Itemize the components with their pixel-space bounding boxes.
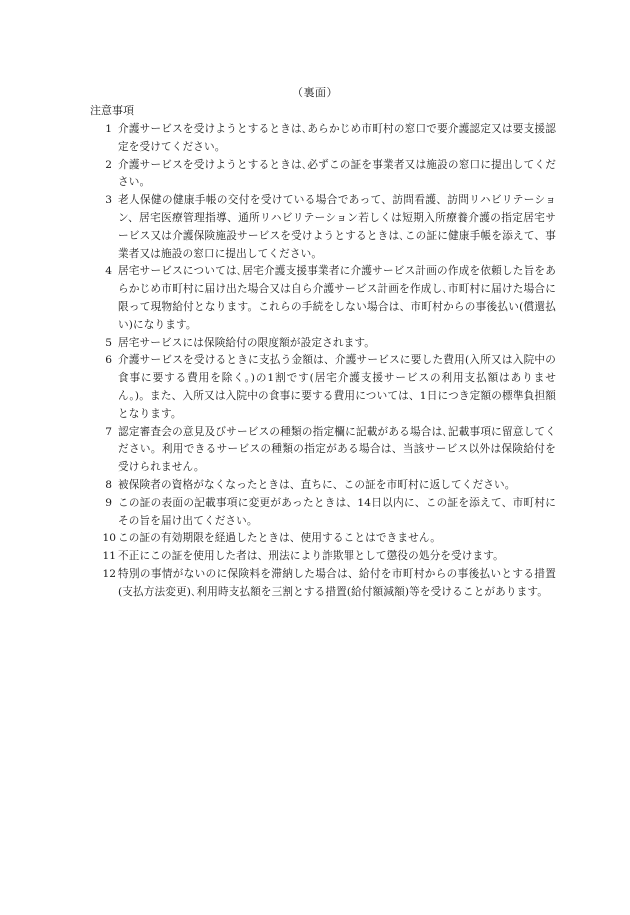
note-number: 1 [105,123,112,135]
note-text: 認定審査会の意見及びサービスの種類の指定欄に記載がある場合は､記載事項に留意してください。利用できるサービスの種類の指定がある場合は、当該サービス以外は保険給付を受けられません。 [118,425,556,474]
note-text: 被保険者の資格がなくなったときは、直ちに、この証を市町村に返してください。 [118,478,516,491]
note-item [96,352,556,423]
note-text: 介護サービスを受けようとするときは､必ずこの証を事業者又は施設の窓口に提出してください。 [118,158,556,189]
note-item [96,335,556,353]
note-text: この証の有効期限を経過したときは、使用することはできません。 [118,532,441,545]
note-item [96,157,556,193]
note-number: 2 [105,158,112,171]
note-text: 老人保健の健康手帳の交付を受けている場合であって、訪問看護、訪問リハビリテーション、居宅医療管理指導、通所リハビリテーション若しくは短期入所療養介護の指定居宅サービス又は介護保険施設サービスを受けようとするときは､この証に健康手帳を添えて、事業者又は施設の窓口に提出してください。 [118,194,556,260]
note-number: 5 [105,336,112,349]
page-heading: （裏面） [292,86,338,99]
note-number: 9 [105,496,112,509]
note-text: 居宅サービスについては､居宅介護支援事業者に介護サービス計画の作成を依頼した旨をあらかじめ市町村に届け出た場合又は自ら介護サービス計画を作成し､市町村に届けた場合に限って現物給付となります。これらの手続をしない場合は、市町村からの事後払い(償還払い)になります。 [118,265,556,331]
note-text: 不正にこの証を使用した者は、刑法により詐欺罪として懲役の処分を受けます。 [118,550,504,563]
note-text: 介護サービスを受けるときに支払う金額は、介護サービスに要した費用(入所又は入院中の食事に要する費用を除く。)の1割です(居宅介護支援サービスの利用支払額はありません。)。また、入所又は入院中の食事に要する費用については、1日につき定額の標準負担額となります。 [118,354,556,420]
note-item [96,477,556,495]
note-number: 8 [105,478,112,491]
notes-list [96,121,556,602]
note-item [96,566,556,602]
note-number: 7 [105,425,112,438]
note-text: 介護サービスを受けようとするときは､あらかじめ市町村の窓口で要介護認定又は要支援認定を受けてください。 [118,123,556,153]
note-number: 3 [105,194,112,207]
note-item [96,121,556,157]
note-number: 12 [102,567,116,580]
note-number: 6 [105,354,112,367]
note-item [96,263,556,334]
note-text: この証の表面の記載事項に変更があったときは、14日以内に、この証を添えて、市町村にその旨を届け出てください。 [118,496,556,527]
note-item [96,530,556,548]
note-number: 10 [102,532,116,545]
note-number: 11 [102,550,116,563]
section-title: 注意事項 [90,104,134,117]
note-text: 居宅サービスには保険給付の限度額が設定されます。 [118,336,375,349]
note-item [96,192,556,263]
note-item [96,495,556,531]
note-number: 4 [105,265,112,278]
note-item [96,424,556,477]
note-item [96,548,556,566]
note-text: 特別の事情がないのに保険料を滞納した場合は、給付を市町村からの事後払いとする措置(支払方法変更)､利用時支払額を三割とする措置(給付額減額)等を受けることがあります。 [118,567,556,598]
